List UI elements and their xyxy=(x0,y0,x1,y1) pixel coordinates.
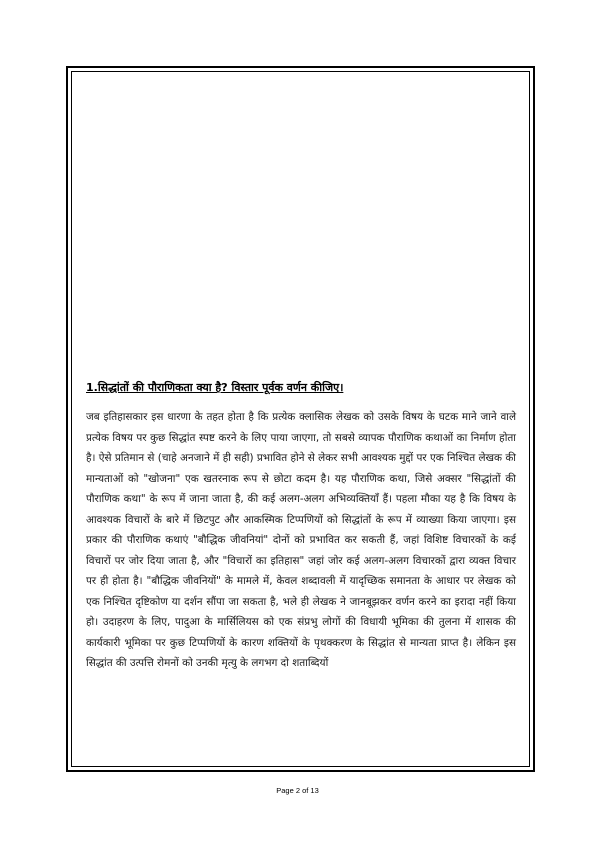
section-heading: 1.सिद्धांतों की पौराणिकता क्या है? विस्तार पूर्वक वर्णन कीजिए। xyxy=(86,381,344,394)
page-number: Page 2 of 13 xyxy=(276,786,319,795)
body-paragraph: जब इतिहासकार इस धारणा के तहत होता है कि प्रत्येक क्लासिक लेखक को उसके विषय के घटक माने जाने वाले प्रत्येक विषय पर कुछ सिद्धांत स्पष्ट करने के लिए पाया जाएगा, तो सबसे व्यापक पौराणिक कथाओं का निर्माण होता है। ऐसे प्रतिमान से (चाहे अनजाने में ही सही) प्रभावित होने से लेकर सभी आवश्यक मुद्दों पर एक निश्चित लेखक की मान्यताओं को "खोजना" एक खतरनाक रूप से छोटा कदम है। यह पौराणिक कथा, जिसे अक्सर "सिद्धांतों की पौराणिक कथा" के रूप में जाना जाता है, की कई अलग-अलग अभिव्यक्तियाँ हैं। पहला मौका यह है कि विषय के आवश्यक विचारों के बारे में छिटपुट और आकस्मिक टिप्पणियों को सिद्धांतों के रूप में व्याख्या किया जाएगा। इस प्रकार की पौराणिक कथाएं "बौद्धिक जीवनियां" दोनों को प्रभावित कर सकती हैं, जहां विशिष्ट विचारकों के कई विचारों पर जोर दिया जाता है, और "विचारों का इतिहास" जहां जोर कई अलग-अलग विचारकों द्वारा व्यक्त विचार पर ही होता है। "बौद्धिक जीवनियों" के मामले में, केवल शब्दावली में यादृच्छिक समानता के आधार पर लेखक को एक निश्चित दृष्टिकोण या दर्शन सौंपा जा सकता है, भले ही लेखक ने जानबूझकर वर्णन करने का इरादा नहीं किया हो। उदाहरण के लिए, पादुआ के मार्सिलियस को एक संप्रभु लोगों की विधायी भूमिका की तुलना में शासक की कार्यकारी भूमिका पर कुछ टिप्पणियों के कारण शक्तियों के पृथक्करण के सिद्धांत से मान्यता प्राप्त है। लेकिन इस सिद्धांत की उत्पत्ति रोमनों को उनकी मृत्यु के लगभग दो शताब्दियों xyxy=(86,411,516,669)
